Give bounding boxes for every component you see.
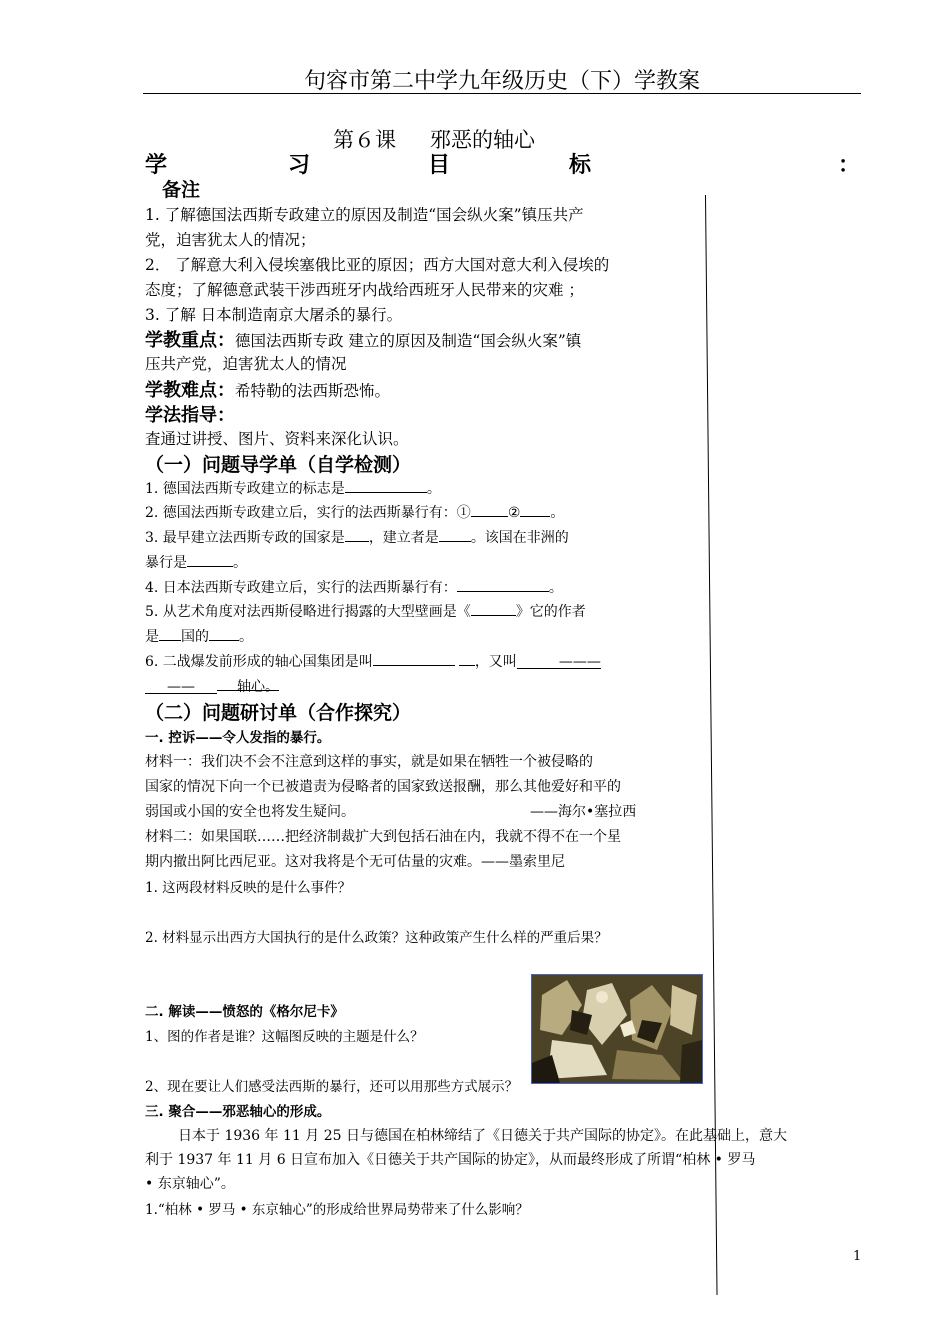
question-text: 是 <box>145 629 159 645</box>
question-5-cont <box>145 626 253 646</box>
header-rule <box>143 93 861 94</box>
answer-blank <box>517 654 601 669</box>
question-text: 2. 德国法西斯专政建立后，实行的法西斯暴行有：① <box>145 505 471 521</box>
axis-question-1: 1.“柏林 • 罗马 • 东京轴心”的形成给世界局势带来了什么影响？ <box>145 1202 529 1218</box>
goal-char-colon: ： <box>838 153 861 178</box>
answer-blank <box>520 502 550 517</box>
answer-blank <box>459 651 475 666</box>
goal-char-1: 学 <box>145 153 168 178</box>
objective-line: 3. 了解 日本制造南京大屠杀的暴行。 <box>145 306 403 324</box>
answer-blank <box>457 577 549 592</box>
discussion-question-1: 1. 这两段材料反映的是什么事件？ <box>145 880 352 896</box>
answer-blank <box>471 601 516 616</box>
part3-title <box>145 1100 330 1120</box>
key-point-text-cont: 压共产党，迫害犹太人的情况 <box>145 355 347 373</box>
material1-line: 国家的情况下向一个已被遣责为侵略者的国家致送报酬，那么其他爱好和平的 <box>145 779 621 795</box>
material1-line: 材料一：我们决不会不注意到这样的事实，就是如果在牺牲一个被侵略的 <box>145 754 593 770</box>
answer-blank <box>439 527 471 542</box>
objective-line: 2． 了解意大利入侵埃塞俄比亚的原因；西方大国对意大利入侵埃的 <box>145 256 610 274</box>
question-text: ，建立者是 <box>368 530 439 546</box>
paragraph-line: 日本于 1936 年 11 月 25 日与德国在柏林缔结了《日德关于共产国际的协定》。在此基础上，意大 <box>178 1128 787 1144</box>
key-point <box>145 326 581 352</box>
remarks-label: 备注 <box>162 179 201 201</box>
section1-title: （一）问题导学单（自学检测） <box>145 454 412 476</box>
question-text: 。 <box>550 505 565 521</box>
difficulty-label: 学教难点： <box>145 380 235 401</box>
question-4 <box>145 577 563 597</box>
page-number: 1 <box>853 1249 862 1264</box>
part1-title: 一. 控诉——令人发指的暴行。 <box>145 730 331 746</box>
painting-question-2: 2、现在要让人们感受法西斯的暴行，还可以用那些方式展示？ <box>145 1079 519 1095</box>
material1-source: ——海尔•塞拉西 <box>530 804 637 820</box>
lesson-name: 邪恶的轴心 <box>430 128 535 152</box>
question-text: 6. 二战爆发前形成的轴心国集团是叫 <box>145 654 373 670</box>
part3-title-text: 三. 聚合——邪恶轴心的形成。 <box>145 1104 331 1120</box>
paragraph-line: 利于 1937 年 11 月 6 日宣布加入《日德关于共产国际的协定》，从而最终形成了所谓“柏林 • 罗马 <box>145 1152 756 1168</box>
question-6 <box>145 651 601 671</box>
question-text: 。 <box>239 629 253 645</box>
lesson-number: 第６课 <box>333 128 396 152</box>
document-header-title: 句容市第二中学九年级历史（下）学教案 <box>303 69 700 94</box>
goal-char-2: 习 <box>288 153 311 178</box>
answer-blank <box>145 679 217 694</box>
answer-blank <box>471 502 508 517</box>
question-1 <box>145 478 441 498</box>
question-text: 1. 德国法西斯专政建立的标志是 <box>145 481 345 497</box>
question-text: 。 <box>233 555 247 571</box>
answer-blank <box>209 626 239 641</box>
section2-title: （二）问题研讨单（合作探究） <box>145 702 412 724</box>
answer-dash: —— <box>167 679 195 695</box>
key-point-label: 学教重点： <box>145 330 235 351</box>
discussion-question-2: 2. 材料显示出西方大国执行的是什么政策？这种政策产生什么样的严重后果？ <box>145 930 608 946</box>
objective-line: 党，迫害犹太人的情况； <box>145 231 316 249</box>
goal-char-4: 标 <box>569 153 592 178</box>
material1-line: 弱国或小国的安全也将发生疑问。 <box>145 804 355 820</box>
question-text: ② <box>507 505 521 521</box>
answer-dash: ——— <box>558 654 601 670</box>
question-text: 3. 最早建立法西斯专政的国家是 <box>145 530 345 546</box>
question-text: 。该国在非洲的 <box>470 530 569 546</box>
question-6-cont <box>145 676 279 695</box>
answer-blank <box>345 478 427 493</box>
guernica-painting-image <box>531 974 703 1084</box>
paragraph-line: • 东京轴心”。 <box>145 1176 235 1192</box>
difficulty-text: 希特勒的法西斯恐怖。 <box>235 382 391 400</box>
answer-blank <box>345 527 369 542</box>
question-text: 。 <box>426 481 441 497</box>
question-3 <box>145 527 569 547</box>
answer-blank <box>373 651 455 666</box>
answer-blank <box>187 552 233 567</box>
difficulty <box>145 376 390 402</box>
question-text: 。 <box>548 580 563 596</box>
question-5 <box>145 601 586 621</box>
objective-line: 态度；了解德意武装干涉西班牙内战给西班牙人民带来的灾难 ； <box>145 281 584 299</box>
part2-title: 二. 解读——愤怒的《格尔尼卡》 <box>145 1004 344 1020</box>
method-label: 学法指导： <box>145 405 235 426</box>
objective-line: 1. 了解德国法西斯专政建立的原因及制造“国会纵火案”镇压共产 <box>145 206 584 224</box>
question-text: 国的 <box>181 629 209 645</box>
question-text: 5. 从艺术角度对法西斯侵略进行揭露的大型壁画是《 <box>145 604 471 620</box>
answer-blank <box>159 626 181 641</box>
key-point-text: 德国法西斯专政 建立的原因及制造“国会纵火案”镇 <box>235 332 582 350</box>
method-text: 査通过讲授、图片、资料来深化认识。 <box>145 430 409 448</box>
question-text: ，又叫 <box>474 654 517 670</box>
material2-line: 材料二：如果国联……把经济制裁扩大到包括石油在内，我就不得不在一个星 <box>145 829 621 845</box>
material2-line: 期内撤出阿比西尼亚。这对我将是个无可估量的灾难。——墨索里尼 <box>145 854 565 870</box>
question-text: 轴心。 <box>237 679 279 695</box>
question-text: 暴行是 <box>145 555 187 571</box>
question-text: 4. 日本法西斯专政建立后，实行的法西斯暴行有： <box>145 580 457 596</box>
question-text: 》它的作者 <box>515 604 586 620</box>
painting-question-1: 1、图的作者是谁？这幅图反映的主题是什么？ <box>145 1029 424 1045</box>
question-3-cont <box>145 552 247 572</box>
answer-blank <box>217 676 279 695</box>
goal-char-3: 目 <box>428 153 451 178</box>
question-2 <box>145 502 564 522</box>
